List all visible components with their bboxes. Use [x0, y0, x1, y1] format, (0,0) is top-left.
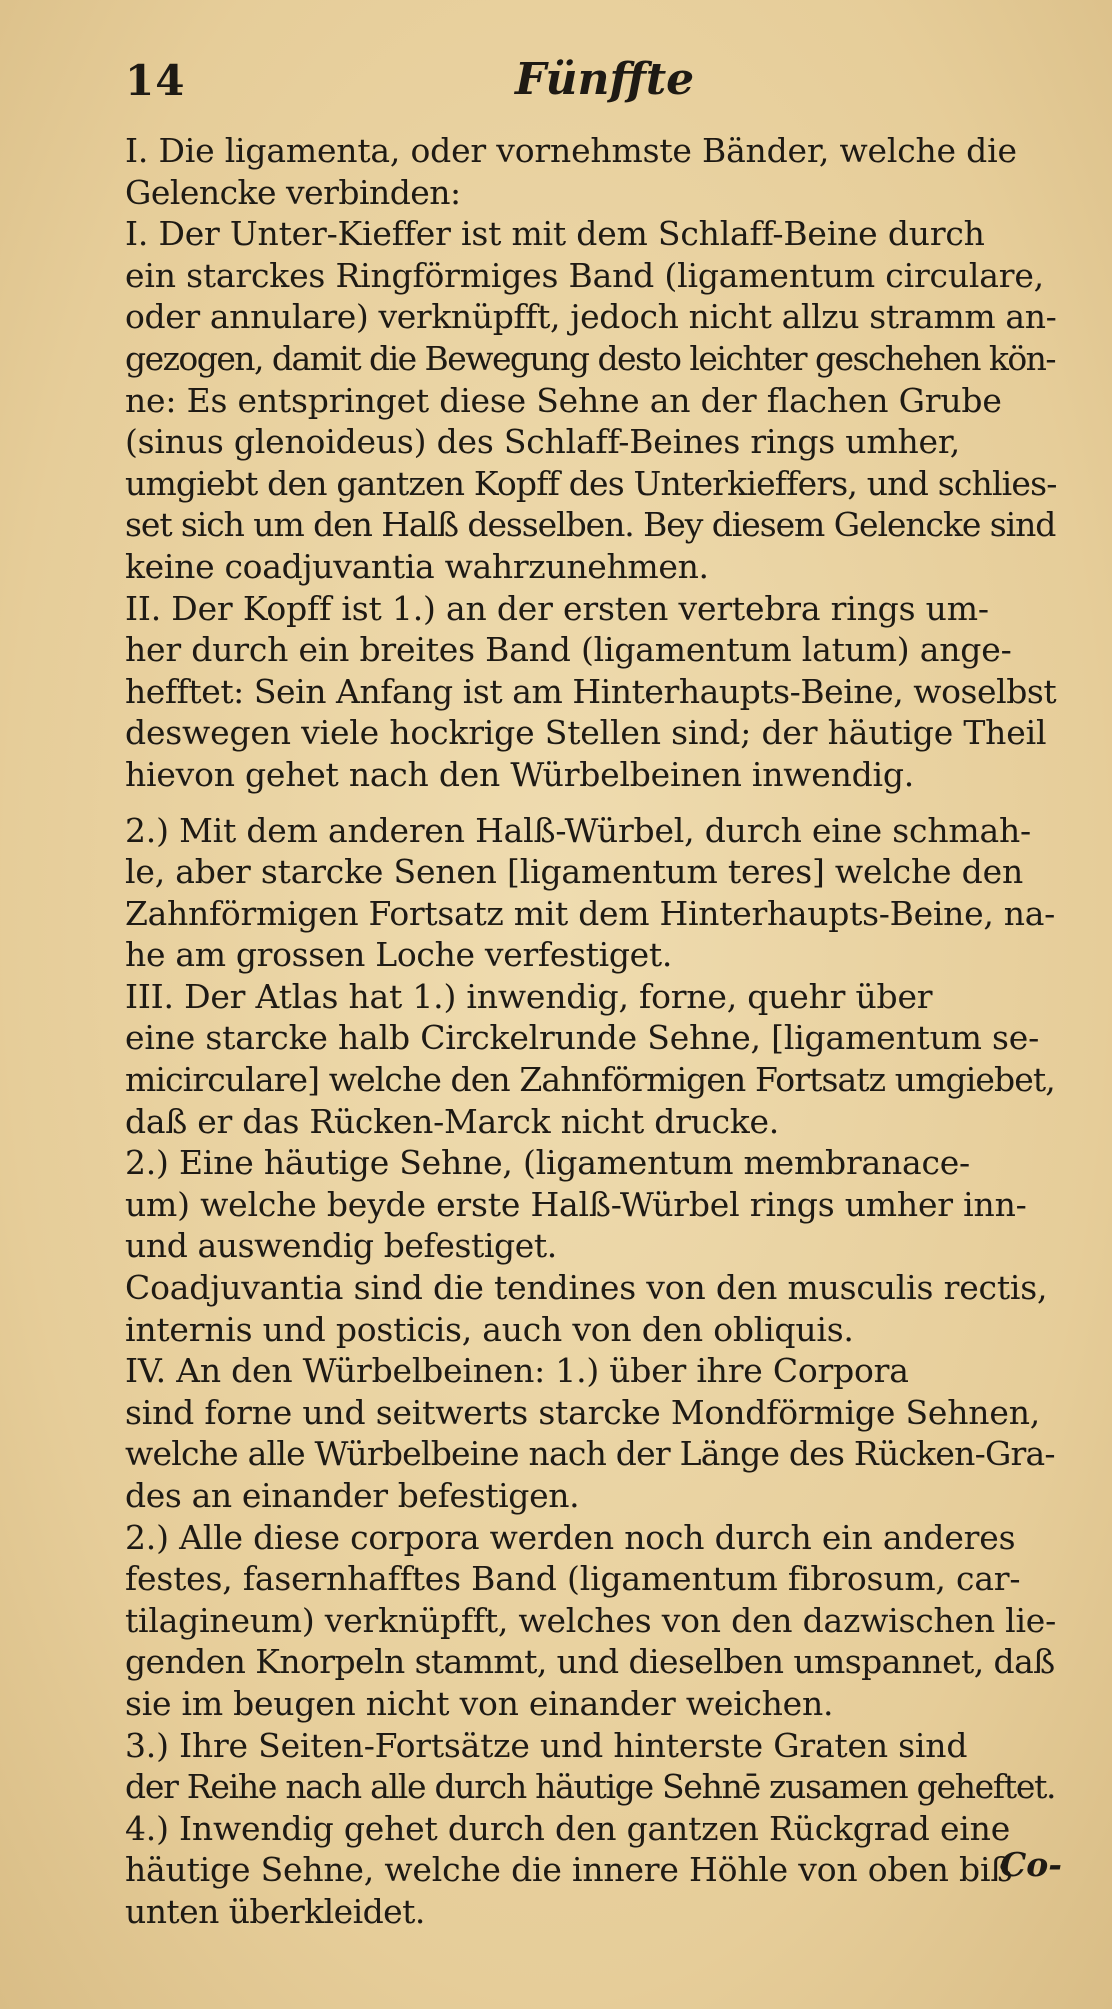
paragraph	[125, 1517, 1065, 1725]
paragraph	[125, 588, 1065, 796]
text-line: set sich um den Halß desselben. Bey diesem Gelencke sind	[125, 505, 1056, 545]
text-line: unten überkleidet.	[125, 1891, 425, 1931]
paragraph	[125, 130, 1065, 213]
paragraph	[125, 1350, 1065, 1516]
text-line: und auswendig befestiget.	[125, 1226, 557, 1266]
text-line: häutige Sehne, welche die innere Höhle von oben biß	[125, 1850, 1013, 1890]
text-line: hefftet: Sein Anfang ist am Hinterhaupts-Beine, woselbst	[125, 671, 1057, 711]
text-line: III. Der Atlas hat 1.) inwendig, forne, quehr über	[125, 976, 933, 1016]
text-line: internis und posticis, auch von den obliquis.	[125, 1309, 854, 1349]
text-line: welche alle Würbelbeine nach der Länge des Rücken-Gra-	[125, 1434, 1055, 1474]
paragraph	[125, 1808, 1065, 1933]
paragraph	[125, 1142, 1065, 1267]
paragraph	[125, 1267, 1065, 1350]
text-line: des an einander befestigen.	[125, 1476, 580, 1515]
paragraph	[125, 810, 1065, 976]
text-line: micirculare] welche den Zahnförmigen Fortsatz umgiebet,	[125, 1060, 1055, 1100]
text-line: festes, fasernhafftes Band (ligamentum fibrosum, car-	[125, 1559, 1021, 1599]
text-line: der Reihe nach alle durch häutige Sehnē zusamen geheftet.	[125, 1767, 1056, 1807]
text-line: genden Knorpeln stammt, und dieselben umspannet, daß	[125, 1642, 1055, 1682]
text-line: her durch ein breites Band (ligamentum latum) ange-	[125, 630, 1012, 670]
text-line: oder annulare) verknüpfft, jedoch nicht allzu stramm an-	[125, 297, 1057, 337]
text-line: 2.) Mit dem anderen Halß-Würbel, durch eine schmah-	[125, 810, 1031, 850]
text-line: I. Der Unter-Kieffer ist mit dem Schlaff-Beine durch	[125, 214, 985, 254]
text-line: 4.) Inwendig gehet durch den gantzen Rückgrad eine	[125, 1808, 1011, 1848]
text-line: ein starckes Ringförmiges Band (ligamentum circulare,	[125, 255, 1044, 295]
page-number: 14	[125, 56, 186, 105]
text-line: ne: Es entspringet diese Sehne an der flachen Grube	[125, 380, 1002, 420]
paragraph	[125, 213, 1065, 587]
text-line: Coadjuvantia sind die tendines von den musculis rectis,	[125, 1268, 1048, 1308]
text-line: 2.) Alle diese corpora werden noch durch ein anderes	[125, 1517, 1016, 1557]
text-line: II. Der Kopff ist 1.) an der ersten vertebra rings um-	[125, 588, 989, 628]
body-text	[125, 130, 1065, 1933]
text-line: Zahnförmigen Fortsatz mit dem Hinterhaupts-Beine, na-	[125, 893, 1055, 933]
text-line: I. Die ligamenta, oder vornehmste Bänder, welche die	[125, 131, 1017, 170]
text-line: IV. An den Würbelbeinen: 1.) über ihre Corpora	[125, 1351, 909, 1391]
text-line: deswegen viele hockrige Stellen sind; der häutige Theil	[125, 713, 1047, 753]
text-line: tilagineum) verknüpfft, welches von den dazwischen lie-	[125, 1600, 1057, 1640]
paragraph	[125, 1725, 1065, 1808]
text-line: keine coadjuvantia wahrzunehmen.	[125, 546, 709, 586]
page-header	[125, 40, 1065, 130]
text-line: umgiebt den gantzen Kopff des Unterkieffers, und schlies-	[125, 463, 1057, 503]
text-line: le, aber starcke Senen [ligamentum teres] welche den	[125, 852, 1023, 892]
text-line: sie im beugen nicht von einander weichen.	[125, 1683, 834, 1723]
text-line: 2.) Eine häutige Sehne, (ligamentum membranace-	[125, 1143, 970, 1183]
text-line: daß er das Rücken-Marck nicht drucke.	[125, 1101, 780, 1141]
catchword: Co-	[1000, 1845, 1062, 1884]
paragraph-gap	[125, 796, 1065, 810]
running-title: Fünffte	[515, 54, 695, 105]
paragraph	[125, 976, 1065, 1142]
text-line: 3.) Ihre Seiten-Fortsätze und hinterste Graten sind	[125, 1725, 968, 1765]
text-line: Gelencke verbinden:	[125, 172, 461, 212]
text-line: (sinus glenoideus) des Schlaff-Beines rings umher,	[125, 422, 961, 462]
text-line: gezogen, damit die Bewegung desto leichter geschehen kön-	[125, 338, 1055, 378]
text-line: um) welche beyde erste Halß-Würbel rings umher inn-	[125, 1184, 1027, 1224]
text-line: sind forne und seitwerts starcke Mondförmige Sehnen,	[125, 1392, 1041, 1432]
text-line: eine starcke halb Circkelrunde Sehne, [ligamentum se-	[125, 1018, 1040, 1058]
text-line: hievon gehet nach den Würbelbeinen inwendig.	[125, 754, 915, 794]
text-line: he am grossen Loche verfestiget.	[125, 935, 673, 975]
